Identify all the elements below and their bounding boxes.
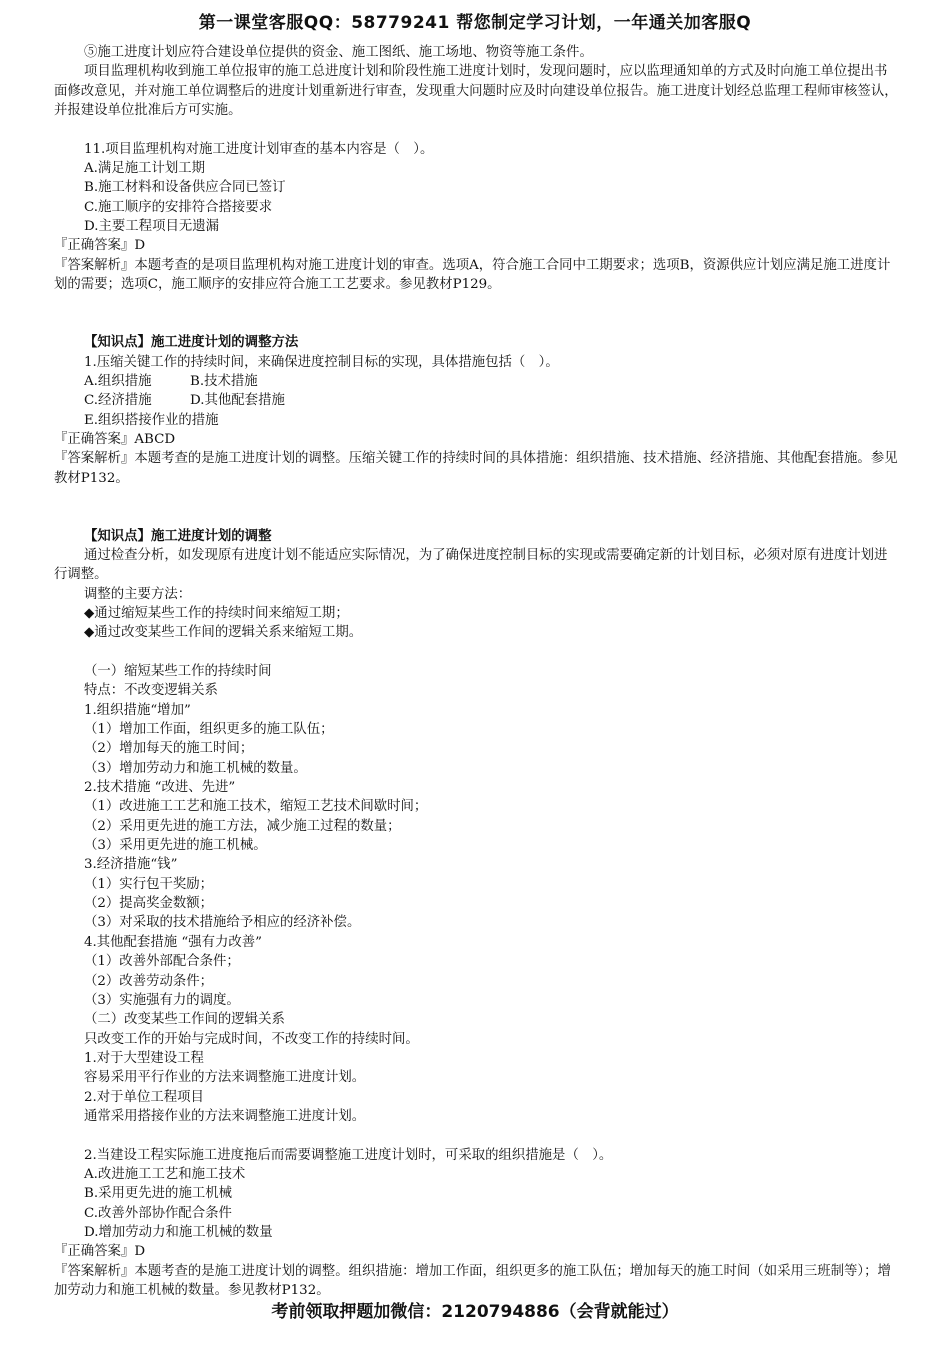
kp1-stem: 1.压缩关键工作的持续时间，来确保进度控制目标的实现，具体措施包括（ ）。	[84, 354, 559, 370]
list-item: 只改变工作的开始与完成时间，不改变工作的持续时间。	[84, 1031, 419, 1047]
kp2-method-1: ◆通过缩短某些工作的持续时间来缩短工期；	[84, 605, 349, 621]
kp1-option-e: E.组织搭接作业的措施	[84, 412, 219, 428]
list-item: （2）采用更先进的施工方法，减少施工过程的数量；	[84, 818, 401, 834]
q2-option-d: D.增加劳动力和施工机械的数量	[84, 1224, 273, 1240]
q2-option-b: B.采用更先进的施工机械	[84, 1186, 233, 1202]
kp1-answer: 『正确答案』ABCD	[54, 431, 176, 447]
list-item: 1.组织措施“增加”	[84, 702, 191, 718]
list-item: （1）实行包干奖励；	[84, 876, 214, 892]
q11-option-a: A.满足施工计划工期	[84, 161, 206, 177]
q11-answer: 『正确答案』D	[54, 238, 146, 254]
kp2-paragraph: 通过检查分析，如发现原有进度计划不能适应实际情况，为了确保进度控制目标的实现或需要确定新的计划目标，必须对原有进度计划进行调整。	[54, 547, 888, 583]
kp2-title: 【知识点】施工进度计划的调整	[84, 527, 272, 544]
q2-option-c: C.改善外部协作配合条件	[84, 1205, 232, 1221]
kp1-option-b: B.技术措施	[190, 373, 258, 389]
q11-option-d: D.主要工程项目无遗漏	[84, 219, 220, 235]
list-item: （2）提高奖金数额；	[84, 896, 214, 912]
kp1-options-row1	[54, 372, 900, 391]
list-item: （1）改进施工工艺和施工技术，缩短工艺技术间歇时间；	[84, 799, 428, 815]
sec1-title: （一）缩短某些工作的持续时间	[84, 664, 272, 679]
q2-stem: 2.当建设工程实际施工进度拖后而需要调整施工进度计划时，可采取的组织措施是（ ）。	[84, 1147, 613, 1163]
kp1-title: 【知识点】施工进度计划的调整方法	[84, 334, 299, 351]
list-item: （1）增加工作面，组织更多的施工队伍；	[84, 722, 334, 738]
q11-analysis: 『答案解析』本题考查的是项目监理机构对施工进度计划的审查。选项A，符合施工合同中工期要求；选项B，资源供应计划应满足施工进度计划的需要；选项C，施工顺序的安排应符合施工工艺要求。参见教材P129。	[54, 257, 891, 293]
intro-item5: ⑤施工进度计划应符合建设单位提供的资金、施工图纸、施工场地、物资等施工条件。	[84, 45, 593, 60]
kp1-option-d: D.其他配套措施	[190, 393, 285, 409]
q11-option-b: B.施工材料和设备供应合同已签订	[84, 180, 286, 196]
list-item: （1）改善外部配合条件；	[84, 954, 240, 970]
kp2-methods-title: 调整的主要方法：	[84, 586, 192, 602]
kp2-method-2: ◆通过改变某些工作间的逻辑关系来缩短工期。	[84, 625, 363, 641]
list-item: （3）增加劳动力和施工机械的数量。	[84, 760, 307, 776]
list-item: 2.技术措施 “改进、先进”	[84, 780, 236, 796]
list-item: 3.经济措施“钱”	[84, 857, 178, 873]
q2-answer: 『正确答案』D	[54, 1244, 146, 1260]
list-item: （3）实施强有力的调度。	[84, 992, 240, 1008]
list-item: 通常采用搭接作业的方法来调整施工进度计划。	[84, 1108, 366, 1124]
list-item: 2.对于单位工程项目	[84, 1089, 204, 1105]
kp1-options-row2	[54, 391, 900, 410]
list-item: 1.对于大型建设工程	[84, 1050, 204, 1066]
kp1-analysis: 『答案解析』本题考查的是施工进度计划的调整。压缩关键工作的持续时间的具体措施：组织措施、技术措施、经济措施、其他配套措施。参见教材P132。	[54, 451, 898, 486]
kp1-option-a: A.组织措施	[84, 373, 152, 389]
q11-stem: 11.项目监理机构对施工进度计划审查的基本内容是（ ）。	[84, 141, 434, 157]
list-item: （3）对采取的技术措施给予相应的经济补偿。	[84, 915, 361, 931]
sec1-feature: 特点：不改变逻辑关系	[84, 683, 218, 699]
list-item: 4.其他配套措施 “强有力改善”	[84, 934, 263, 950]
q2-option-a: A.改进施工工艺和施工技术	[84, 1166, 246, 1182]
list-item: （2）改善劳动条件；	[84, 973, 214, 989]
q11-option-c: C.施工顺序的安排符合搭接要求	[84, 199, 273, 215]
kp1-option-c: C.经济措施	[84, 393, 152, 409]
q2-analysis: 『答案解析』本题考查的是施工进度计划的调整。组织措施：增加工作面，组织更多的施工队伍；增加每天的施工时间（如采用三班制等）；增加劳动力和施工机械的数量。参见教材P132。	[54, 1263, 891, 1298]
sec1-list	[54, 701, 900, 1011]
document-body	[54, 43, 900, 1300]
list-item: （2）增加每天的施工时间；	[84, 741, 254, 757]
sec2-list	[54, 1030, 900, 1127]
list-item: 容易采用平行作业的方法来调整施工进度计划。	[84, 1070, 366, 1086]
page-footer: 考前领取押题加微信：2120794886（会背就能过）	[271, 1302, 679, 1322]
sec2-title: （二）改变某些工作间的逻辑关系	[84, 1012, 285, 1028]
list-item: （3）采用更先进的施工机械。	[84, 838, 267, 854]
intro-paragraph: 项目监理机构收到施工单位报审的施工总进度计划和阶段性施工进度计划时，发现问题时，应以监理通知单的方式及时向施工单位提出书面修改意见，并对施工单位调整后的进度计划重新进行审查，发现重大问题时应及时向建设单位报告。施工进度计划经总监理工程师审核签认，并报建设单位批准后方可实施。	[54, 64, 898, 119]
page-header: 第一课堂客服QQ：58779241 帮您制定学习计划，一年通关加客服Q	[198, 13, 752, 33]
